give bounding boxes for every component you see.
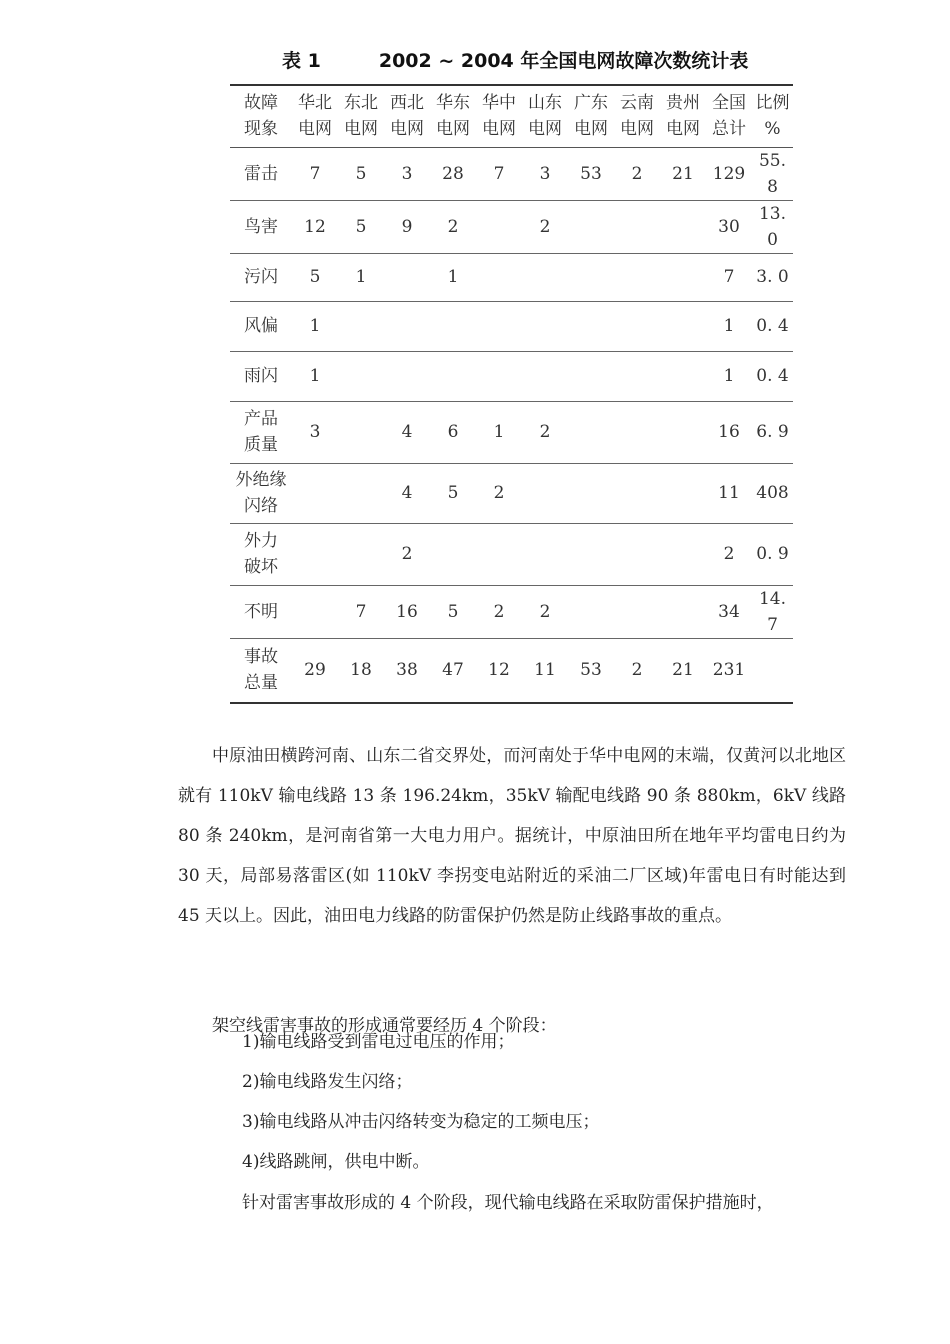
table-cell	[338, 463, 384, 523]
table-cell: 5	[309, 267, 321, 287]
header-text: 电网	[436, 119, 470, 140]
table-cell: 4	[401, 483, 413, 503]
table-cell: 1	[493, 422, 505, 442]
header-column	[568, 85, 614, 147]
table-cell	[568, 351, 614, 401]
table-cell	[338, 301, 384, 351]
header-column	[752, 85, 793, 147]
header-text: 东北	[344, 93, 378, 114]
table-cell: 2	[723, 544, 735, 564]
table-cell: 11	[534, 660, 556, 681]
table-cell	[660, 523, 706, 585]
table-cell: 129	[712, 163, 746, 184]
header-fault-type	[230, 85, 292, 147]
table-row	[230, 253, 793, 301]
table-cell: 2	[631, 163, 643, 184]
table-cell	[568, 401, 614, 463]
table-cell: 2	[493, 483, 505, 503]
table-cell: 2	[539, 422, 551, 442]
table-cell: 2	[447, 216, 459, 237]
header-text: 华中	[482, 93, 516, 114]
table-cell	[338, 523, 384, 585]
fault-type-cell	[230, 523, 292, 585]
table-cell: 4	[401, 422, 413, 442]
table-cell: 1	[355, 267, 367, 287]
table-cell	[614, 301, 660, 351]
header-text: 电网	[390, 119, 424, 140]
header-text: 电网	[620, 119, 654, 140]
header-text: 全国	[712, 93, 746, 114]
fault-type-text: 雷击	[244, 163, 278, 184]
table-cell: 5	[447, 601, 459, 622]
table-cell	[660, 301, 706, 351]
header-text: 电网	[298, 119, 332, 140]
stage-item: 2)输电线路发生闪络；	[242, 1072, 413, 1092]
table-cell	[476, 523, 522, 585]
fault-type-cell	[230, 351, 292, 401]
header-text: 贵州	[666, 93, 700, 114]
table-header	[230, 85, 793, 147]
table-cell	[476, 301, 522, 351]
table-cell	[476, 253, 522, 301]
fault-type-cell	[230, 585, 292, 638]
header-column	[614, 85, 660, 147]
table-caption	[230, 46, 795, 73]
fault-type-text: 质量	[244, 435, 278, 455]
table-cell: 6	[447, 422, 459, 442]
table-cell	[614, 200, 660, 253]
fault-type-cell	[230, 301, 292, 351]
fault-statistics-table	[230, 84, 793, 704]
header-text: %	[764, 119, 781, 140]
fault-type-cell	[230, 638, 292, 703]
table-cell	[384, 253, 430, 301]
table-cell: 16	[396, 601, 418, 622]
stage-item: 4)线路跳闸，供电中断。	[242, 1152, 430, 1172]
fault-type-text: 不明	[244, 601, 278, 622]
header-column	[522, 85, 568, 147]
header-text: 电网	[666, 119, 700, 140]
table-cell: 7	[493, 163, 505, 184]
table-cell: 16	[718, 422, 740, 442]
table-row	[230, 523, 793, 585]
header-column	[384, 85, 430, 147]
paragraph-measures: 针对雷害事故形成的 4 个阶段，现代输电线路在采取防雷保护措施时，	[242, 1193, 774, 1213]
table-cell: 0. 4	[756, 366, 789, 386]
header-column	[660, 85, 706, 147]
table-cell	[660, 585, 706, 638]
table-row	[230, 301, 793, 351]
table-cell: 38	[396, 660, 418, 681]
table-cell	[568, 253, 614, 301]
table-cell: 3. 0	[756, 267, 789, 287]
table-cell	[660, 463, 706, 523]
table-cell: 408	[756, 483, 789, 503]
fault-type-cell	[230, 401, 292, 463]
table-cell: 55. 8	[758, 150, 787, 197]
table-cell: 12	[304, 216, 326, 237]
fault-type-text: 产品	[244, 409, 278, 429]
header-column	[706, 85, 752, 147]
table-cell: 18	[350, 660, 372, 681]
table-cell	[476, 351, 522, 401]
table-cell: 3	[539, 163, 551, 184]
paragraph-stages-intro: 架空线雷害事故的形成通常要经历 4 个阶段：	[212, 1016, 557, 1036]
table-cell: 5	[447, 483, 459, 503]
table-cell	[614, 585, 660, 638]
table-cell	[430, 301, 476, 351]
header-text: 比例	[755, 93, 790, 114]
table-cell	[338, 351, 384, 401]
fault-type-text: 污闪	[244, 267, 278, 287]
fault-type-text: 鸟害	[244, 216, 278, 237]
table-cell	[660, 401, 706, 463]
table-cell	[660, 253, 706, 301]
table-body	[230, 147, 793, 703]
table-cell: 29	[304, 660, 326, 681]
table-cell: 6. 9	[756, 422, 789, 442]
header-text: 电网	[528, 119, 562, 140]
table-cell	[568, 585, 614, 638]
header-column	[338, 85, 384, 147]
table-cell	[522, 463, 568, 523]
table-cell	[292, 523, 338, 585]
table-cell	[292, 585, 338, 638]
table-cell: 30	[718, 216, 740, 237]
table-cell	[384, 351, 430, 401]
table-cell: 21	[672, 163, 694, 184]
table-cell	[522, 523, 568, 585]
paragraph-oilfield: 中原油田横跨河南、山东二省交界处，而河南处于华中电网的末端，仅黄河以北地区就有 110kV 输电线路 13 条 196.24km，35kV 输配电线路 90 条 880km，6kV 线路 80 条 240km，是河南省第一大电力用户。据统计，中原油田所在地年平均雷电日约为 30 天，局部易落雷区(如 110kV 李拐变电站附近的采油二厂区域)年雷电日有时能达到 45 天以上。因此，油田电力线路的防雷保护仍然是防止线路事故的重点。	[178, 746, 846, 926]
table-cell: 1	[309, 366, 321, 386]
table-cell: 0. 4	[756, 316, 789, 336]
header-text: 电网	[344, 119, 378, 140]
table-cell	[522, 253, 568, 301]
header-text: 华东	[436, 93, 470, 114]
header-text: 总计	[712, 119, 746, 140]
table-cell: 5	[355, 163, 367, 184]
fault-type-cell	[230, 200, 292, 253]
header-column	[292, 85, 338, 147]
table-cell: 3	[309, 422, 321, 442]
table-cell: 12	[488, 660, 510, 681]
table-cell: 2	[539, 216, 551, 237]
fault-type-cell	[230, 253, 292, 301]
fault-type-cell	[230, 463, 292, 523]
fault-type-text: 事故	[244, 647, 278, 668]
table-cell: 2	[493, 601, 505, 622]
fault-type-text: 破坏	[244, 557, 278, 577]
header-text: 电网	[574, 119, 608, 140]
fault-type-text: 雨闪	[244, 366, 278, 386]
table-cell: 3	[401, 163, 413, 184]
table-cell: 2	[631, 660, 643, 681]
header-row	[230, 85, 793, 147]
table-cell: 28	[442, 163, 464, 184]
fault-type-text: 风偏	[244, 316, 278, 336]
table-cell	[614, 253, 660, 301]
table-cell: 34	[718, 601, 740, 622]
table-cell	[660, 200, 706, 253]
table-cell	[614, 463, 660, 523]
table-cell	[338, 401, 384, 463]
table-cell	[568, 301, 614, 351]
table-cell	[292, 463, 338, 523]
table-cell: 53	[580, 163, 602, 184]
table-row	[230, 200, 793, 253]
table-cell	[752, 638, 793, 703]
table-title: 2002 ~ 2004 年全国电网故障次数统计表	[378, 50, 749, 72]
table-cell	[430, 523, 476, 585]
table-cell: 0. 9	[756, 544, 789, 564]
fault-type-text: 闪络	[244, 496, 278, 516]
table-cell: 11	[718, 483, 740, 503]
stage-item: 1)输电线路受到雷电过电压的作用；	[242, 1032, 515, 1052]
table-cell: 9	[401, 216, 413, 237]
header-text: 华北	[298, 93, 332, 114]
table-cell	[614, 523, 660, 585]
table-cell: 13. 0	[758, 203, 787, 250]
table-cell	[614, 351, 660, 401]
table-cell: 14. 7	[758, 588, 787, 635]
table-cell: 1	[723, 366, 735, 386]
header-text: 西北	[390, 93, 424, 114]
table-cell	[568, 200, 614, 253]
header-text: 山东	[528, 93, 562, 114]
table-cell: 1	[309, 316, 321, 336]
table-cell	[614, 401, 660, 463]
table-cell: 231	[712, 660, 746, 681]
table-cell: 1	[447, 267, 459, 287]
table-row	[230, 463, 793, 523]
table-row	[230, 585, 793, 638]
header-column	[430, 85, 476, 147]
table-row	[230, 351, 793, 401]
table-cell: 2	[401, 544, 413, 564]
fault-type-text: 外力	[244, 531, 278, 551]
table-cell: 7	[309, 163, 321, 184]
table-cell: 7	[723, 267, 735, 287]
table-row	[230, 638, 793, 703]
table-cell: 7	[355, 601, 367, 622]
table-cell	[568, 463, 614, 523]
header-text: 电网	[482, 119, 516, 140]
table-cell	[522, 351, 568, 401]
table-row	[230, 401, 793, 463]
table-cell	[476, 200, 522, 253]
stage-item: 3)输电线路从冲击闪络转变为稳定的工频电压；	[242, 1112, 600, 1132]
fault-type-cell	[230, 147, 292, 200]
table-cell: 47	[442, 660, 464, 681]
table-cell: 1	[723, 316, 735, 336]
header-text: 广东	[574, 93, 608, 114]
table-cell	[660, 351, 706, 401]
table-cell: 2	[539, 601, 551, 622]
table-cell	[568, 523, 614, 585]
table-cell: 5	[355, 216, 367, 237]
table-cell: 21	[672, 660, 694, 681]
header-text: 云南	[620, 93, 654, 114]
table-cell	[522, 301, 568, 351]
header-text: 现象	[244, 119, 278, 140]
fault-type-text: 总量	[244, 673, 278, 694]
table-number: 表 1	[282, 50, 321, 72]
table-cell	[384, 301, 430, 351]
header-text: 故障	[244, 93, 278, 114]
table-cell: 53	[580, 660, 602, 681]
header-column	[476, 85, 522, 147]
table-row	[230, 147, 793, 200]
table-cell	[430, 351, 476, 401]
fault-type-text: 外绝缘	[235, 470, 287, 490]
